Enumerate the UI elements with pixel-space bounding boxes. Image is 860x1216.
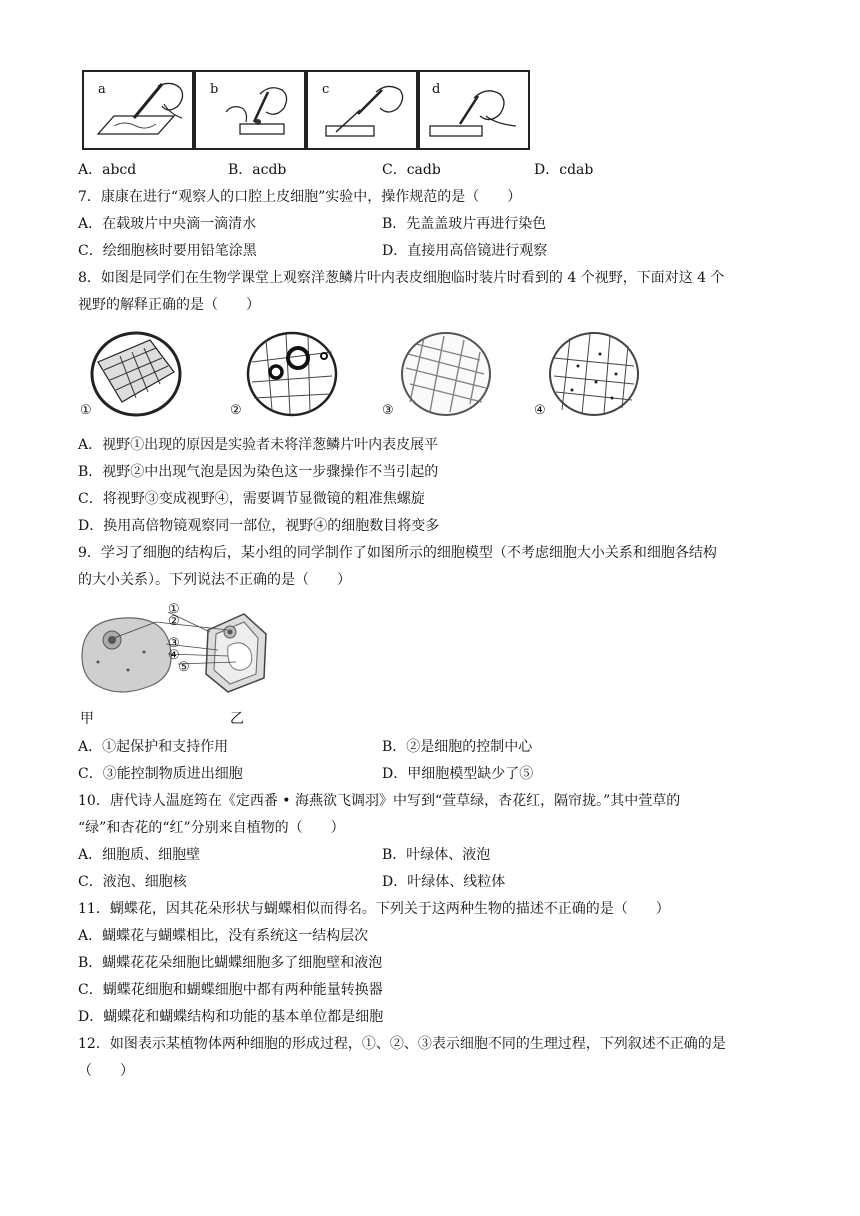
q12-stem-line2: （ ）: [78, 1063, 134, 1079]
q9-options-row2: [78, 764, 778, 784]
option-d[interactable]: D．甲细胞模型缺少了⑤: [382, 766, 534, 782]
q8-stem-line1: 8．如图是同学们在生物学课堂上观察洋葱鳞片叶内表皮细胞临时装片时看到的 4 个视野，下面对这 4 个: [78, 270, 725, 286]
q7-options-row2: [78, 241, 778, 261]
q6-panel-c: [306, 70, 418, 150]
q11-option-a[interactable]: A．蝴蝶花与蝴蝶相比，没有系统这一结构层次: [78, 928, 369, 944]
q8-view1-microscope-field: [90, 332, 182, 416]
q8-view2-microscope-field: [246, 332, 338, 416]
q11-option-c[interactable]: C．蝴蝶花细胞和蝴蝶细胞中都有两种能量转换器: [78, 982, 383, 998]
q10-options-row2: [78, 872, 778, 892]
marker-1: ①: [168, 602, 180, 617]
hand-dropper-illustration: [84, 72, 192, 148]
q9-stem-line2: 的大小关系）。下列说法不正确的是（ ）: [78, 572, 351, 588]
option-b[interactable]: B．②是细胞的控制中心: [382, 739, 533, 755]
panel-label: c: [322, 82, 330, 97]
q8-option-d[interactable]: D．换用高倍物镜观察同一部位，视野④的细胞数目将变多: [78, 518, 440, 534]
option-b[interactable]: B．叶绿体、液泡: [382, 847, 491, 863]
fig-label-jia: 甲: [80, 711, 94, 727]
panel-label: b: [210, 82, 219, 97]
q8-view4-microscope-field: [548, 332, 640, 416]
q6-panel-a: [82, 70, 194, 150]
option-c[interactable]: C．液泡、细胞核: [78, 874, 187, 890]
q6-panel-b: [194, 70, 306, 150]
option-a[interactable]: A．细胞质、细胞壁: [78, 847, 201, 863]
option-a[interactable]: A．①起保护和支持作用: [78, 739, 229, 755]
option-b[interactable]: B．先盖盖玻片再进行染色: [382, 216, 547, 232]
option-c[interactable]: C．③能控制物质进出细胞: [78, 766, 243, 782]
option-d[interactable]: D．叶绿体、线粒体: [382, 874, 506, 890]
marker-3: ③: [168, 636, 180, 651]
hand-stain-illustration: [420, 72, 528, 148]
view-label-2: ②: [230, 403, 242, 418]
q10-stem-line2: “绿”和杏花的“红”分别来自植物的（ ）: [78, 820, 345, 836]
view-label-4: ④: [534, 403, 546, 418]
q8-stem-line2: 视野的解释正确的是（ ）: [78, 297, 260, 313]
q7-options-row1: [78, 214, 778, 234]
option-c[interactable]: C．绘细胞核时要用铅笔涂黑: [78, 243, 257, 259]
q10-stem-line1: 10．唐代诗人温庭筠在《定西番 • 海燕欲飞调羽》中写到“萱草绿，杏花红，隔帘拢。”其中萱草的: [78, 793, 681, 809]
q8-option-b[interactable]: B．视野②中出现气泡是因为染色这一步骤操作不当引起的: [78, 464, 439, 480]
hand-coverslip-illustration: [308, 72, 416, 148]
q11-option-b[interactable]: B．蝴蝶花花朵细胞比蝴蝶细胞多了细胞壁和液泡: [78, 955, 383, 971]
view-label-3: ③: [382, 403, 394, 418]
q11-option-d[interactable]: D．蝴蝶花和蝴蝶结构和功能的基本单位都是细胞: [78, 1009, 384, 1025]
option-b[interactable]: B．acdb: [228, 162, 287, 178]
hand-forceps-illustration: [196, 72, 304, 148]
option-d[interactable]: D．cdab: [534, 162, 594, 178]
view-label-1: ①: [80, 403, 92, 418]
q8-option-a[interactable]: A．视野①出现的原因是实验者未将洋葱鳞片叶内表皮展平: [78, 437, 439, 453]
marker-2: ②: [168, 614, 180, 629]
marker-4: ④: [168, 648, 180, 663]
q9-options-row1: [78, 737, 778, 757]
q10-options-row1: [78, 845, 778, 865]
q9-stem-line1: 9．学习了细胞的结构后，某小组的同学制作了如图所示的细胞模型（不考虑细胞大小关系和细胞各结构: [78, 545, 717, 561]
option-c[interactable]: C．cadb: [382, 162, 441, 178]
q12-stem-line1: 12．如图表示某植物体两种细胞的形成过程，①、②、③表示细胞不同的生理过程，下列叙述不正确的是: [78, 1036, 726, 1052]
option-a[interactable]: A．abcd: [78, 162, 137, 178]
panel-label: d: [432, 82, 441, 97]
fig-label-yi: 乙: [230, 711, 244, 727]
q8-view3-microscope-field: [400, 332, 492, 416]
option-d[interactable]: D．直接用高倍镜进行观察: [382, 243, 548, 259]
option-a[interactable]: A．在载玻片中央滴一滴清水: [78, 216, 257, 232]
q11-stem: 11．蝴蝶花，因其花朵形状与蝴蝶相似而得名。下列关于这两种生物的描述不正确的是（ ）: [78, 901, 670, 917]
marker-5: ⑤: [178, 660, 190, 675]
q7-stem: 7．康康在进行“观察人的口腔上皮细胞”实验中，操作规范的是（ ）: [78, 189, 522, 205]
q8-option-c[interactable]: C．将视野③变成视野④，需要调节显微镜的粗准焦螺旋: [78, 491, 425, 507]
panel-label: a: [98, 82, 106, 97]
q6-panel-d: [418, 70, 530, 150]
q6-options: [78, 160, 778, 180]
